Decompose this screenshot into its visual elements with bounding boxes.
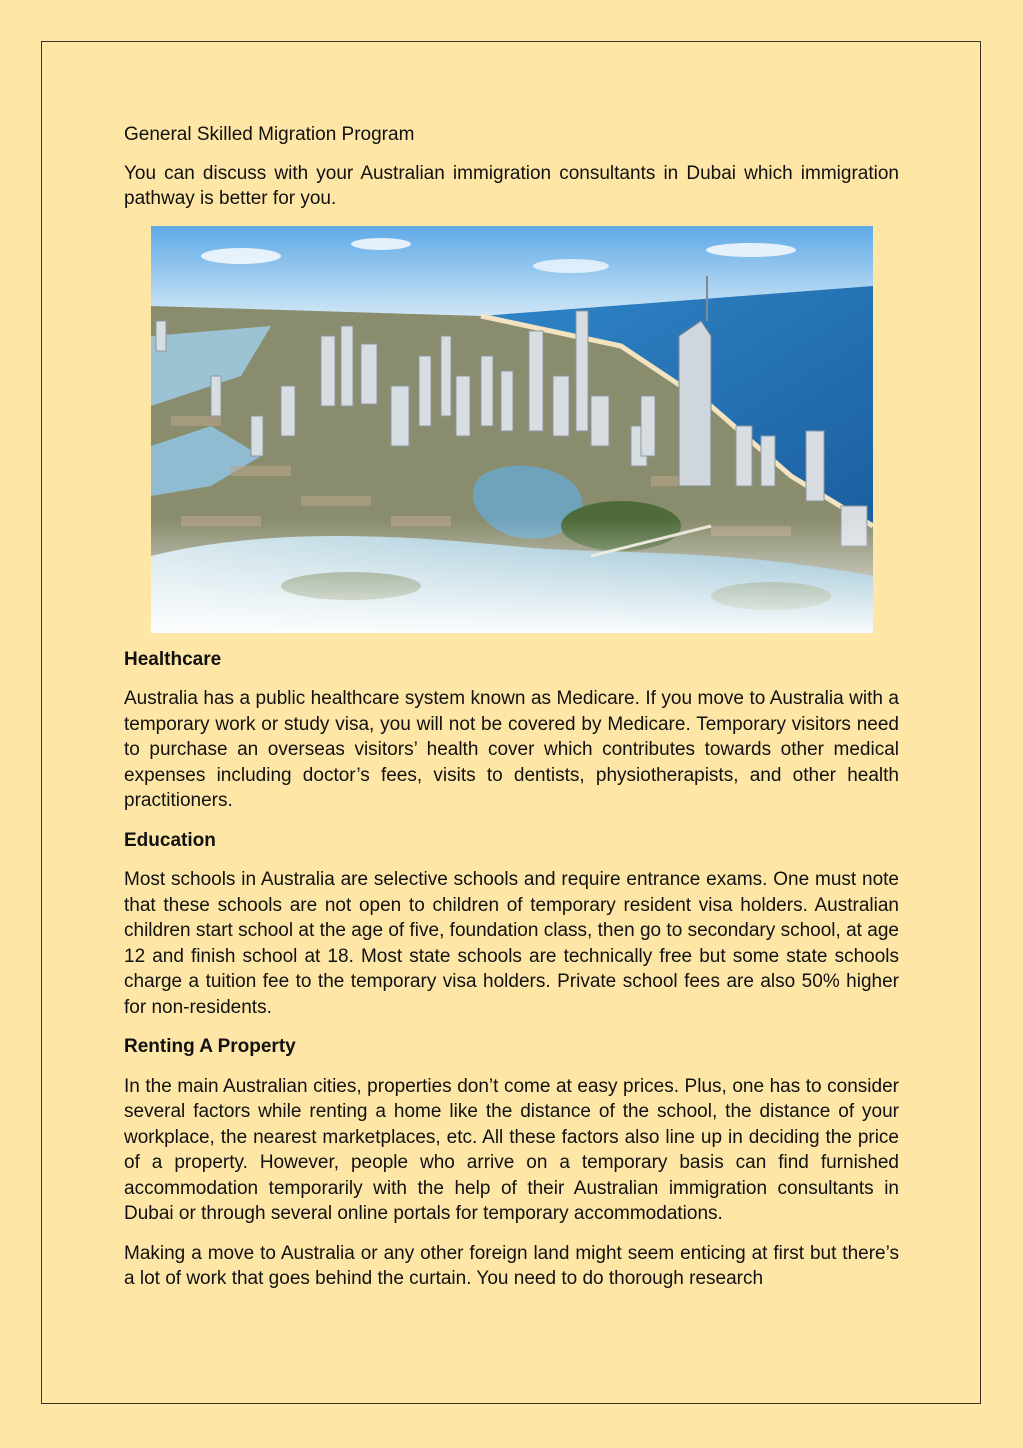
- renting-heading: Renting A Property: [124, 1036, 296, 1057]
- healthcare-heading: Healthcare: [124, 648, 222, 670]
- renting-paragraph: In the main Australian cities, properties don’t come at easy prices. Plus, one has to consider several factors while renting a home like the distance of the school, the distance of your workplace, the nearest marketplaces, etc. All these factors also line up in deciding the price of a property. However, people who arrive on a temporary basis can find furnished accommodation temporarily with the help of their Australian immigration consultants in Dubai or through several online portals for temporary accommodations.: [124, 1075, 899, 1224]
- city-skyline-photo: [151, 226, 873, 633]
- page-content: [124, 122, 899, 1306]
- education-paragraph: Most schools in Australia are selective schools and require entrance exams. One must note that these schools are not open to children of temporary resident visa holders. Australian children start school at the age of five, foundation class, then go to secondary school, at age 12 and finish school at 18. Most state schools are technically free but some state schools charge a tuition fee to the temporary visa holders. Private school fees are also 50% higher for non-residents.: [124, 869, 899, 1018]
- healthcare-paragraph: Australia has a public healthcare system known as Medicare. If you move to Australia with a temporary work or study visa, you will not be covered by Medicare. Temporary visitors need to purchase an overseas visitors’ health cover which contributes towards other medical expenses including doctor’s fees, visits to dentists, physiotherapists, and other health practitioners.: [124, 688, 899, 811]
- intro-paragraph: You can discuss with your Australian immigration consultants in Dubai which immigration pathway is better for you.: [124, 162, 899, 209]
- intro-title: General Skilled Migration Program: [124, 124, 415, 145]
- education-heading: Education: [124, 829, 216, 851]
- closing-paragraph: Making a move to Australia or any other foreign land might seem enticing at first but there’s a lot of work that goes behind the curtain. You need to do thorough research: [124, 1242, 899, 1289]
